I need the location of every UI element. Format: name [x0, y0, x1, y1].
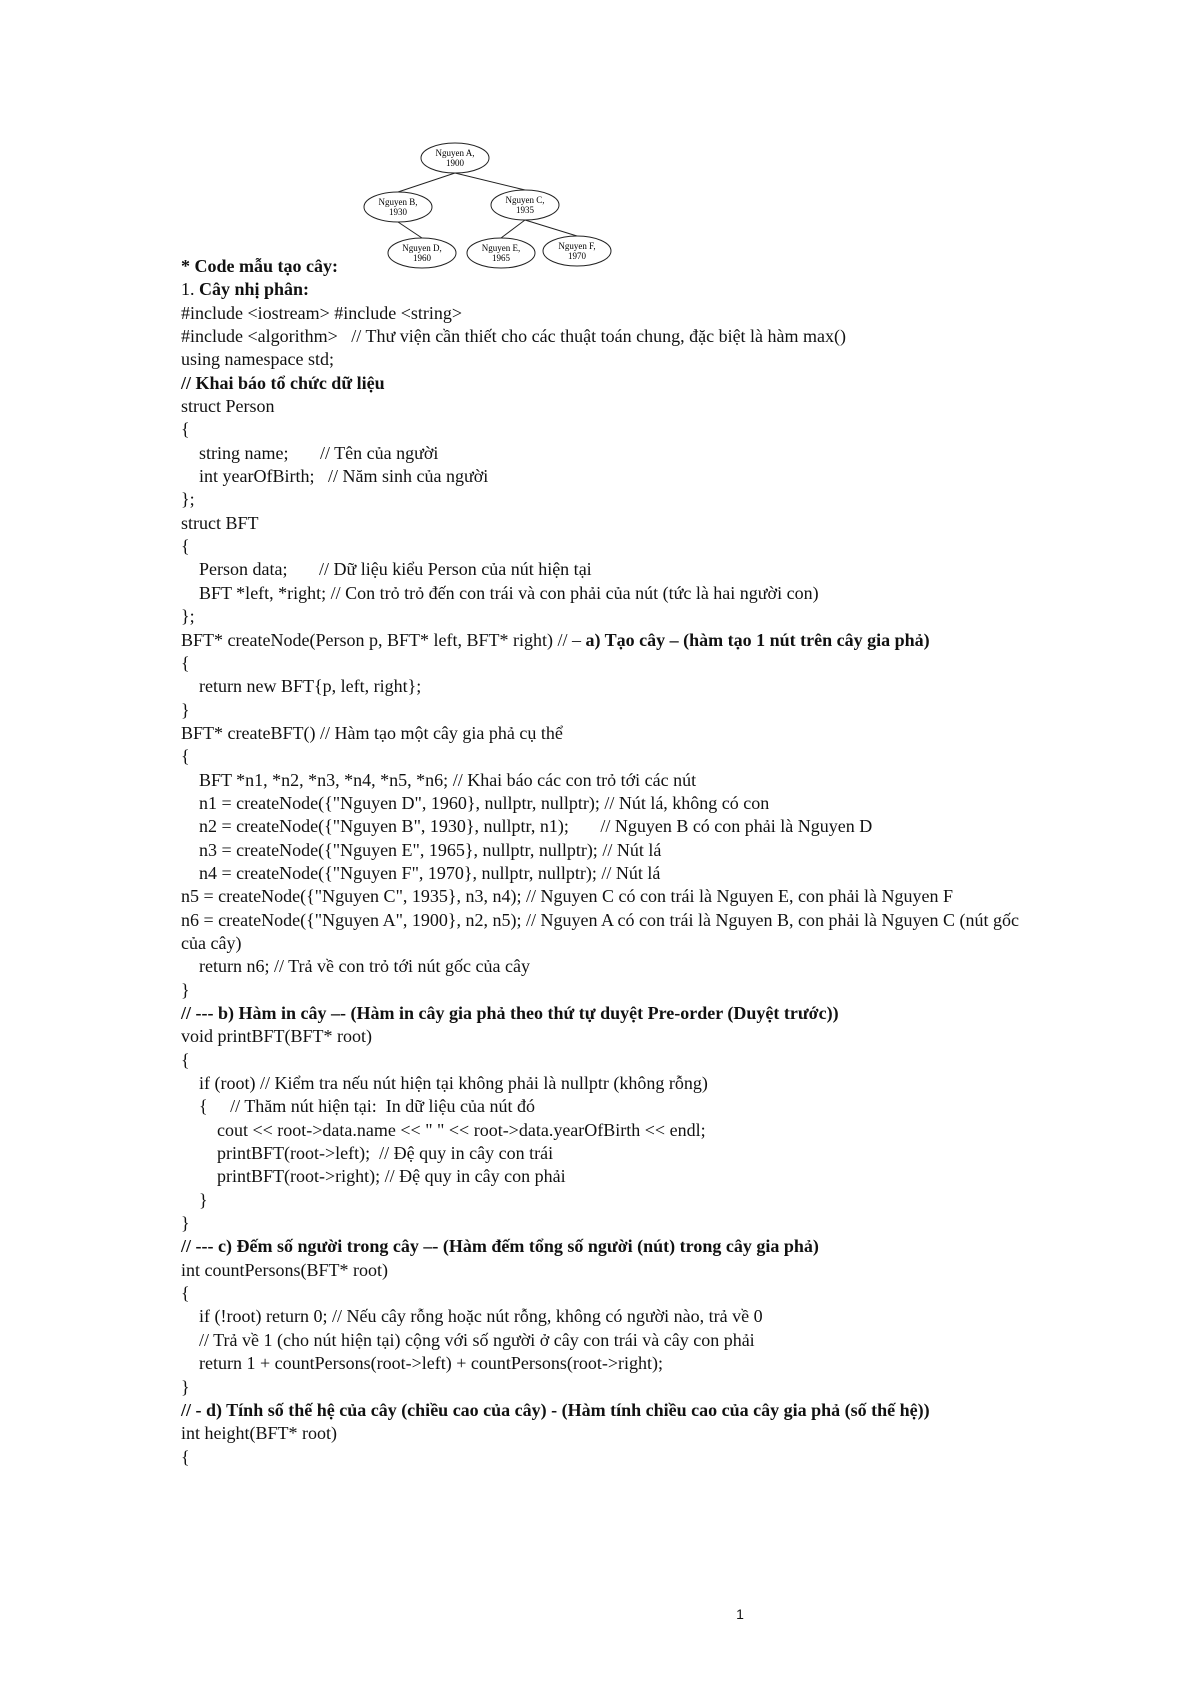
text-line: struct Person — [181, 396, 275, 417]
text-line: { — [181, 1283, 190, 1304]
text-line: // Trả về 1 (cho nút hiện tại) cộng với số người ở cây con trái và cây con phải — [181, 1329, 755, 1350]
text-line: } — [181, 699, 190, 720]
section-heading: Cây nhị phân: — [199, 279, 310, 300]
page-number: 1 — [736, 1606, 744, 1622]
text-line: { — [181, 1446, 190, 1467]
tree-node-year: 1935 — [516, 205, 534, 215]
tree-node-name: Nguyen D, — [402, 243, 442, 253]
text-line: n1 = createNode({"Nguyen D", 1960}, nullptr, nullptr); // Nút lá, không có con — [181, 792, 770, 813]
text-line: using namespace std; — [181, 349, 334, 370]
text-line: n3 = createNode({"Nguyen E", 1965}, nullptr, nullptr); // Nút lá — [181, 839, 662, 860]
document-body — [181, 255, 1021, 1469]
code-text: BFT* createNode(Person p, BFT* left, BFT* right) // – — [181, 629, 586, 650]
text-line: void printBFT(BFT* root) — [181, 1026, 373, 1047]
tree-node-year: 1965 — [492, 253, 510, 263]
text-line: return 1 + countPersons(root->left) + countPersons(root->right); — [181, 1353, 664, 1374]
tree-node-year: 1900 — [446, 158, 464, 168]
tree-node — [364, 192, 432, 222]
text-line: n2 = createNode({"Nguyen B", 1930}, nullptr, n1); // Nguyen B có con phải là Nguyen D — [181, 816, 873, 837]
text-line: printBFT(root->left); // Đệ quy in cây con trái — [181, 1143, 554, 1164]
list-number: 1. — [181, 279, 199, 300]
tree-node-year: 1960 — [413, 253, 431, 263]
text-line: printBFT(root->right); // Đệ quy in cây con phải — [181, 1166, 566, 1187]
text-line: return new BFT{p, left, right}; — [181, 676, 422, 697]
text-line: n4 = createNode({"Nguyen F", 1970}, nullptr, nullptr); // Nút lá — [181, 862, 661, 883]
text-line: }; — [181, 606, 195, 627]
text-line: return n6; // Trả về con trỏ tới nút gốc của cây — [181, 956, 530, 977]
text-line: n6 = createNode({"Nguyen A", 1900}, n2, n5); // Nguyen A có con trái là Nguyen B, con phải là Nguyen C (nút gốc của cây) — [181, 909, 1019, 953]
tree-node-name: Nguyen B, — [378, 197, 418, 207]
text-line: { — [181, 419, 190, 440]
text-line: #include <algorithm> // Thư viện cần thiết cho các thuật toán chung, đặc biệt là hàm max() — [181, 326, 847, 347]
text-line — [181, 629, 1021, 652]
text-line: } — [181, 979, 190, 1000]
text-line: { — [181, 1049, 190, 1070]
text-line: } — [181, 1376, 190, 1397]
tree-edge — [501, 220, 525, 238]
text-line: int yearOfBirth; // Năm sinh của người — [181, 466, 489, 487]
text-line: n5 = createNode({"Nguyen C", 1935}, n3, n4); // Nguyen C có con trái là Nguyen E, con phải là Nguyen F — [181, 886, 953, 907]
tree-node-year: 1930 — [389, 207, 407, 217]
tree-edge — [525, 220, 577, 236]
text-line: BFT *n1, *n2, *n3, *n4, *n5, *n6; // Khai báo các con trỏ tới các nút — [181, 769, 697, 790]
tree-node-name: Nguyen F, — [558, 241, 596, 251]
text-line: #include <iostream> #include <string> — [181, 302, 463, 323]
tree-edge — [398, 173, 455, 192]
tree-node-year: 1970 — [568, 251, 586, 261]
tree-node — [421, 143, 489, 173]
text-line: if (root) // Kiểm tra nếu nút hiện tại không phải là nullptr (không rỗng) — [181, 1073, 708, 1094]
text-line: } — [181, 1189, 208, 1210]
text-line: if (!root) return 0; // Nếu cây rỗng hoặc nút rỗng, không có người nào, trả về 0 — [181, 1306, 763, 1327]
text-line: } — [181, 1213, 190, 1234]
text-line: int height(BFT* root) — [181, 1423, 337, 1444]
tree-node-name: Nguyen E, — [481, 243, 521, 253]
section-heading: // - d) Tính số thế hệ của cây (chiều cao của cây) - (Hàm tính chiều cao của cây gia phả (số thế hệ)) — [181, 1399, 930, 1420]
text-line: BFT* createBFT() // Hàm tạo một cây gia phả cụ thể — [181, 722, 563, 743]
text-line: string name; // Tên của người — [181, 442, 439, 463]
text-line: }; — [181, 489, 195, 510]
text-line: { — [181, 652, 190, 673]
text-line: { — [181, 536, 190, 557]
text-line: { // Thăm nút hiện tại: In dữ liệu của nút đó — [181, 1096, 536, 1117]
text-line: { — [181, 746, 190, 767]
tree-node-name: Nguyen A, — [435, 148, 475, 158]
text-line: BFT *left, *right; // Con trỏ trỏ đến con trái và con phải của nút (tức là hai người con) — [181, 582, 819, 603]
text-line: Person data; // Dữ liệu kiểu Person của nút hiện tại — [181, 559, 592, 580]
section-heading: a) Tạo cây – (hàm tạo 1 nút trên cây gia phả) — [585, 629, 930, 650]
section-heading: * Code mẫu tạo cây: — [181, 256, 338, 276]
text-line: int countPersons(BFT* root) — [181, 1259, 388, 1280]
tree-node-name: Nguyen C, — [505, 195, 545, 205]
tree-edge — [455, 173, 525, 190]
text-line: cout << root->data.name << " " << root->data.yearOfBirth << endl; — [181, 1119, 706, 1140]
text-line — [181, 278, 1021, 301]
section-heading: // --- c) Đếm số người trong cây –- (Hàm đếm tổng số người (nút) trong cây gia phả) — [181, 1236, 819, 1257]
tree-node — [491, 190, 559, 220]
text-line: struct BFT — [181, 512, 259, 533]
section-heading: // --- b) Hàm in cây –- (Hàm in cây gia phả theo thứ tự duyệt Pre-order (Duyệt trước)) — [181, 1003, 839, 1023]
tree-edge — [398, 222, 422, 238]
section-heading: // Khai báo tổ chức dữ liệu — [181, 372, 385, 393]
